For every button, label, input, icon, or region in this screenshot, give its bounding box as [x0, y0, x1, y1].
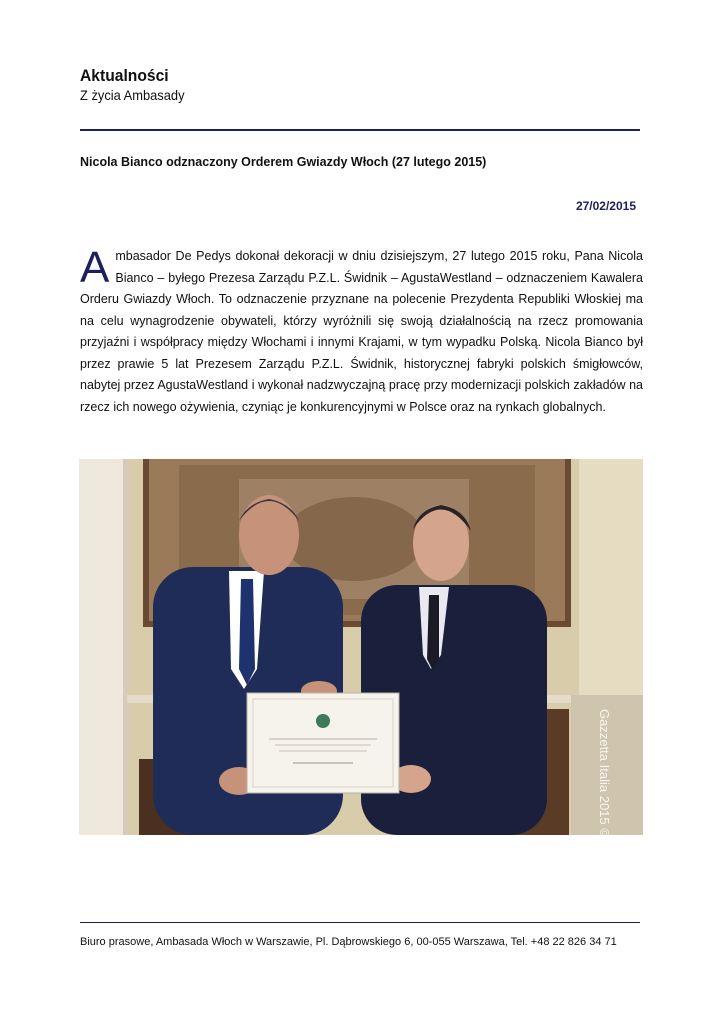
footer-divider: [80, 922, 640, 923]
article-headline: Nicola Bianco odznaczony Orderem Gwiazdy Włoch (27 lutego 2015): [80, 155, 487, 169]
article-text: mbasador De Pedys dokonał dekoracji w dniu dzisiejszym, 27 lutego 2015 roku, Pana Nicola Bianco – byłego Prezesa Zarządu P.Z.L. Świdnik – AgustaWestland – odznaczeniem Kawalera Orderu Gwiazdy Włoch. To odznaczenie przyznane na polecenie Prezydenta Republiki Włoskiej ma na celu wynagrodzenie obywateli, którzy wyróżnili się swoją działalnością na rzecz promowania przyjaźni i współpracy między Włochami i innymi Krajami, w tym wypadku Polską. Nicola Bianco był przez prawie 5 lat Prezesem Zarządu P.Z.L. Świdnik, historycznej fabryki polskich śmigłowców, nabytej przez AgustaWestland i wykonał nadzwyczajną pracę przy modernizacji polskich zakładów na rzecz ich nowego ożywienia, czyniąc je konkurencyjnymi w Polsce oraz na rynkach globalnych.: [80, 249, 643, 414]
section-subtitle: Z życia Ambasady: [80, 87, 185, 103]
ceremony-photo: [79, 459, 643, 838]
header-divider: [80, 129, 640, 131]
photo-watermark: Gazzetta Italia 2015 ©: [597, 709, 612, 838]
article-body: [80, 243, 643, 418]
section-title: Aktualności: [80, 66, 169, 85]
article-date: 27/02/2015: [575, 199, 636, 213]
footer-contact: Biuro prasowe, Ambasada Włoch w Warszawie, Pl. Dąbrowskiego 6, 00-055 Warszawa, Tel. +48 22 826 34 71: [80, 936, 617, 948]
drop-cap: A: [80, 243, 110, 292]
